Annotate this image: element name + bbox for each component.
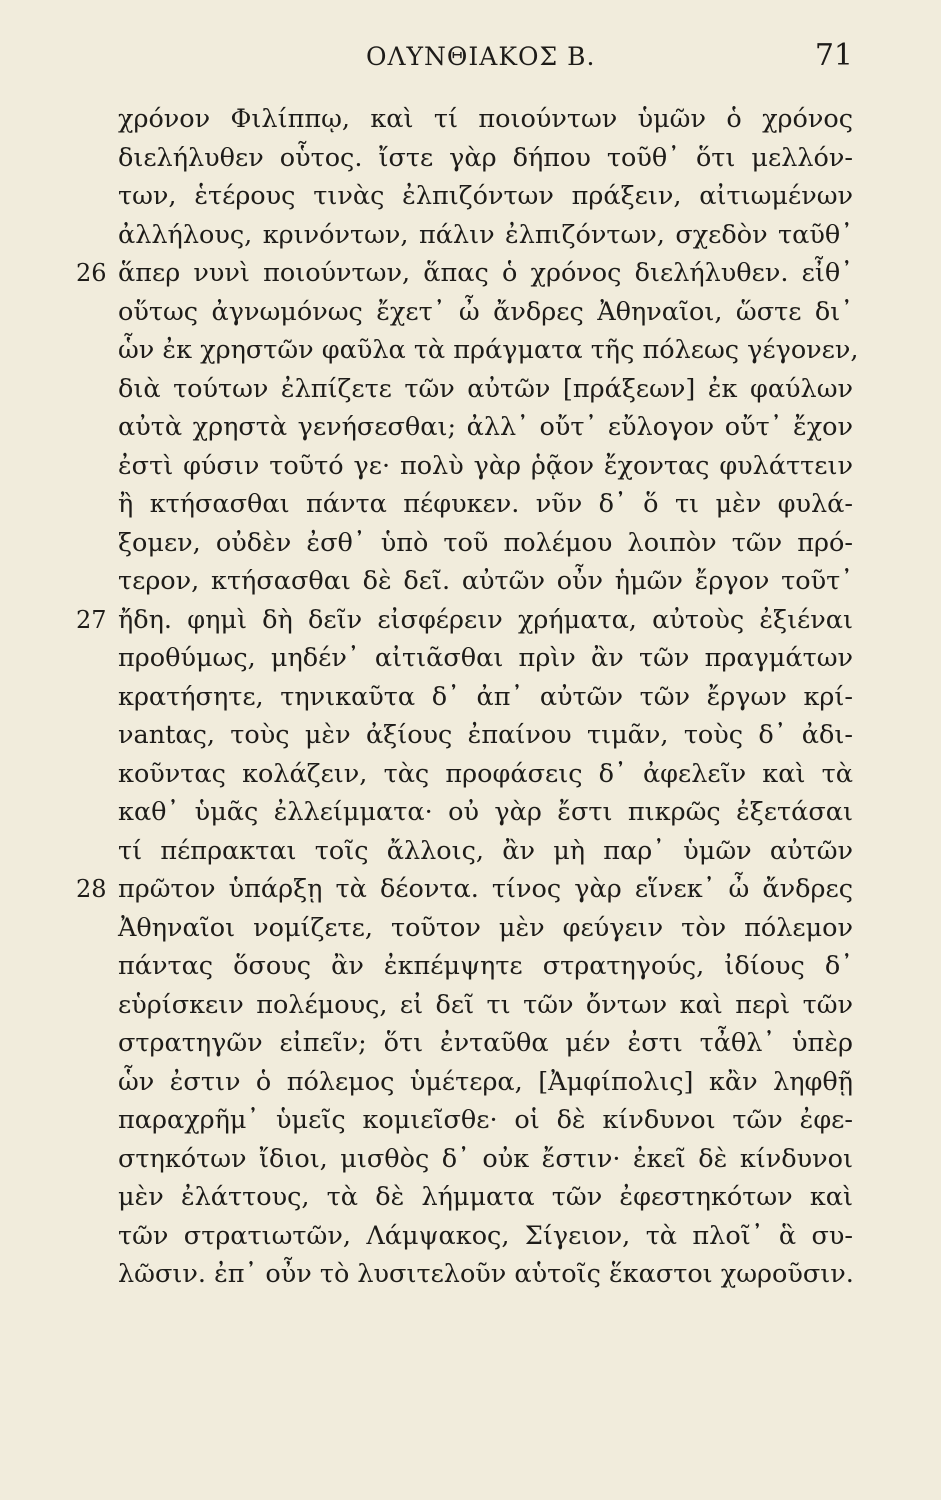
line-text: στρατηγῶν εἰπεῖν; ὅτι ἐνταῦθα μέν ἐστι τἆθλ᾽ ὑπὲρ: [118, 1028, 853, 1058]
text-line: [118, 716, 853, 755]
text-block: [76, 100, 859, 1294]
running-title: ΟΛΥΝΘΙΑΚΟΣ Β.: [366, 42, 596, 71]
text-line: [118, 447, 853, 486]
line-text: κοῦντας κολάζειν, τὰς προφάσεις δ᾽ ἀφελεῖν καὶ τὰ: [118, 758, 853, 789]
text-line: [118, 639, 853, 678]
text-line: [76, 601, 853, 640]
line-text: ὧν ἐστιν ὁ πόλεμος ὑμέτερα, [Ἀμφίπολις] κἂν ληφθῇ: [118, 1066, 853, 1097]
text-line: [118, 1255, 853, 1294]
line-text: αὐτὰ χρηστὰ γενήσεσθαι; ἀλλ᾽ οὔτ᾽ εὔλογον οὔτ᾽ ἔχον: [118, 412, 853, 442]
text-line: [76, 870, 853, 909]
text-line: [118, 947, 853, 986]
section-number: 27: [76, 605, 107, 634]
line-text: παραχρῆμ᾽ ὑμεῖς κομιεῖσθε· οἱ δὲ κίνδυνοι τῶν ἐφε-: [118, 1105, 853, 1135]
text-line: [118, 832, 853, 871]
text-line: [76, 254, 853, 293]
section-number: 28: [76, 875, 107, 903]
text-line: [118, 1063, 853, 1102]
text-line: [118, 1024, 853, 1063]
text-line: [118, 524, 853, 563]
line-text: ἤδη. φημὶ δὴ δεῖν εἰσφέρειν χρήματα, αὐτοὺς ἐξιέναι: [118, 604, 853, 635]
running-head: [0, 38, 941, 78]
text-line: [118, 331, 859, 370]
line-text: μὲν ἐλάττους, τὰ δὲ λήμματα τῶν ἐφεστηκότων καὶ: [118, 1182, 853, 1212]
text-line: [118, 755, 853, 794]
text-line: [118, 293, 853, 332]
line-text: ἢ κτήσασθαι πάντα πέφυκεν. νῦν δ᾽ ὅ τι μὲν φυλά-: [118, 489, 853, 519]
line-text: ἅπερ νυνὶ ποιούντων, ἅπας ὁ χρόνος διελήλυθεν. εἶθ᾽: [118, 258, 853, 288]
line-text: πάντας ὅσους ἂν ἐκπέμψητε στρατηγούς, ἰδίους δ᾽: [118, 951, 853, 981]
text-line: [118, 370, 853, 409]
line-text: ὧν ἐκ χρηστῶν φαῦλα τὰ πράγματα τῆς πόλεως γέγονεν,: [118, 335, 859, 365]
section-number: 26: [76, 259, 107, 287]
line-text: ἀλλήλους, κρινόντων, πάλιν ἐλπιζόντων, σχεδὸν ταῦθ᾽: [118, 219, 853, 250]
line-text: ἐστὶ φύσιν τοῦτό γε· πολὺ γὰρ ῥᾷον ἔχοντας φυλάττειν: [118, 450, 853, 481]
text-line: [118, 139, 853, 178]
line-text: νantας, τοὺς μὲν ἀξίους ἐπαίνου τιμᾶν, τοὺς δ᾽ ἀδι-: [118, 720, 853, 750]
line-text: οὕτως ἀγνωμόνως ἔχετ᾽ ὦ ἄνδρες Ἀθηναῖοι, ὥστε δι᾽: [118, 296, 853, 327]
line-text: τῶν στρατιωτῶν, Λάμψακος, Σίγειον, τὰ πλοῖ᾽ ἃ συ-: [118, 1220, 853, 1251]
text-line: [118, 485, 853, 524]
line-text: τερον, κτήσασθαι δὲ δεῖ. αὐτῶν οὖν ἡμῶν ἔργον τοῦτ᾽: [118, 566, 853, 596]
line-text: των, ἑτέρους τινὰς ἐλπιζόντων πράξειν, αἰτιωμένων: [118, 181, 853, 211]
line-text: καθ᾽ ὑμᾶς ἐλλείμματα· οὐ γὰρ ἔστι πικρῶς ἐξετάσαι: [118, 797, 853, 827]
line-text: λῶσιν. ἐπ᾽ οὖν τὸ λυσιτελοῦν αὑτοῖς ἕκαστοι χωροῦσιν.: [118, 1259, 854, 1289]
line-text: Ἀθηναῖοι νομίζετε, τοῦτον μὲν φεύγειν τὸν πόλεμον: [118, 912, 853, 943]
page-number: 71: [814, 38, 853, 73]
text-line: [118, 177, 853, 216]
text-line: [118, 1101, 853, 1140]
text-line: [118, 986, 853, 1025]
line-text: στηκότων ἴδιοι, μισθὸς δ᾽ οὐκ ἔστιν· ἐκεῖ δὲ κίνδυνοι: [118, 1143, 853, 1174]
line-text: διελήλυθεν οὗτος. ἴστε γὰρ δήπου τοῦθ᾽ ὅτι μελλόν-: [118, 142, 853, 173]
line-text: ξομεν, οὐδὲν ἐσθ᾽ ὑπὸ τοῦ πολέμου λοιπὸν τῶν πρό-: [118, 527, 853, 558]
text-line: [118, 1217, 853, 1256]
line-text: κρατήσητε, τηνικαῦτα δ᾽ ἀπ᾽ αὐτῶν τῶν ἔργων κρί-: [118, 681, 853, 712]
line-text: διὰ τούτων ἐλπίζετε τῶν αὐτῶν [πράξεων] ἐκ φαύλων: [118, 373, 853, 404]
text-line: [118, 678, 853, 717]
text-line: [118, 408, 853, 447]
text-line: [118, 1178, 853, 1217]
text-line: [118, 793, 853, 832]
line-text: χρόνον Φιλίππῳ, καὶ τί ποιούντων ὑμῶν ὁ χρόνος: [118, 104, 853, 134]
text-line: [118, 562, 853, 601]
line-text: εὑρίσκειν πολέμους, εἰ δεῖ τι τῶν ὄντων καὶ περὶ τῶν: [118, 989, 853, 1020]
text-line: [118, 909, 853, 948]
text-line: [118, 1140, 853, 1179]
line-text: τί πέπρακται τοῖς ἄλλοις, ἂν μὴ παρ᾽ ὑμῶν αὐτῶν: [118, 835, 853, 866]
text-line: [118, 100, 853, 139]
text-line: [118, 216, 853, 255]
line-text: προθύμως, μηδέν᾽ αἰτιᾶσθαι πρὶν ἂν τῶν πραγμάτων: [118, 643, 853, 673]
line-text: πρῶτον ὑπάρξῃ τὰ δέοντα. τίνος γὰρ εἵνεκ᾽ ὦ ἄνδρες: [118, 874, 853, 904]
